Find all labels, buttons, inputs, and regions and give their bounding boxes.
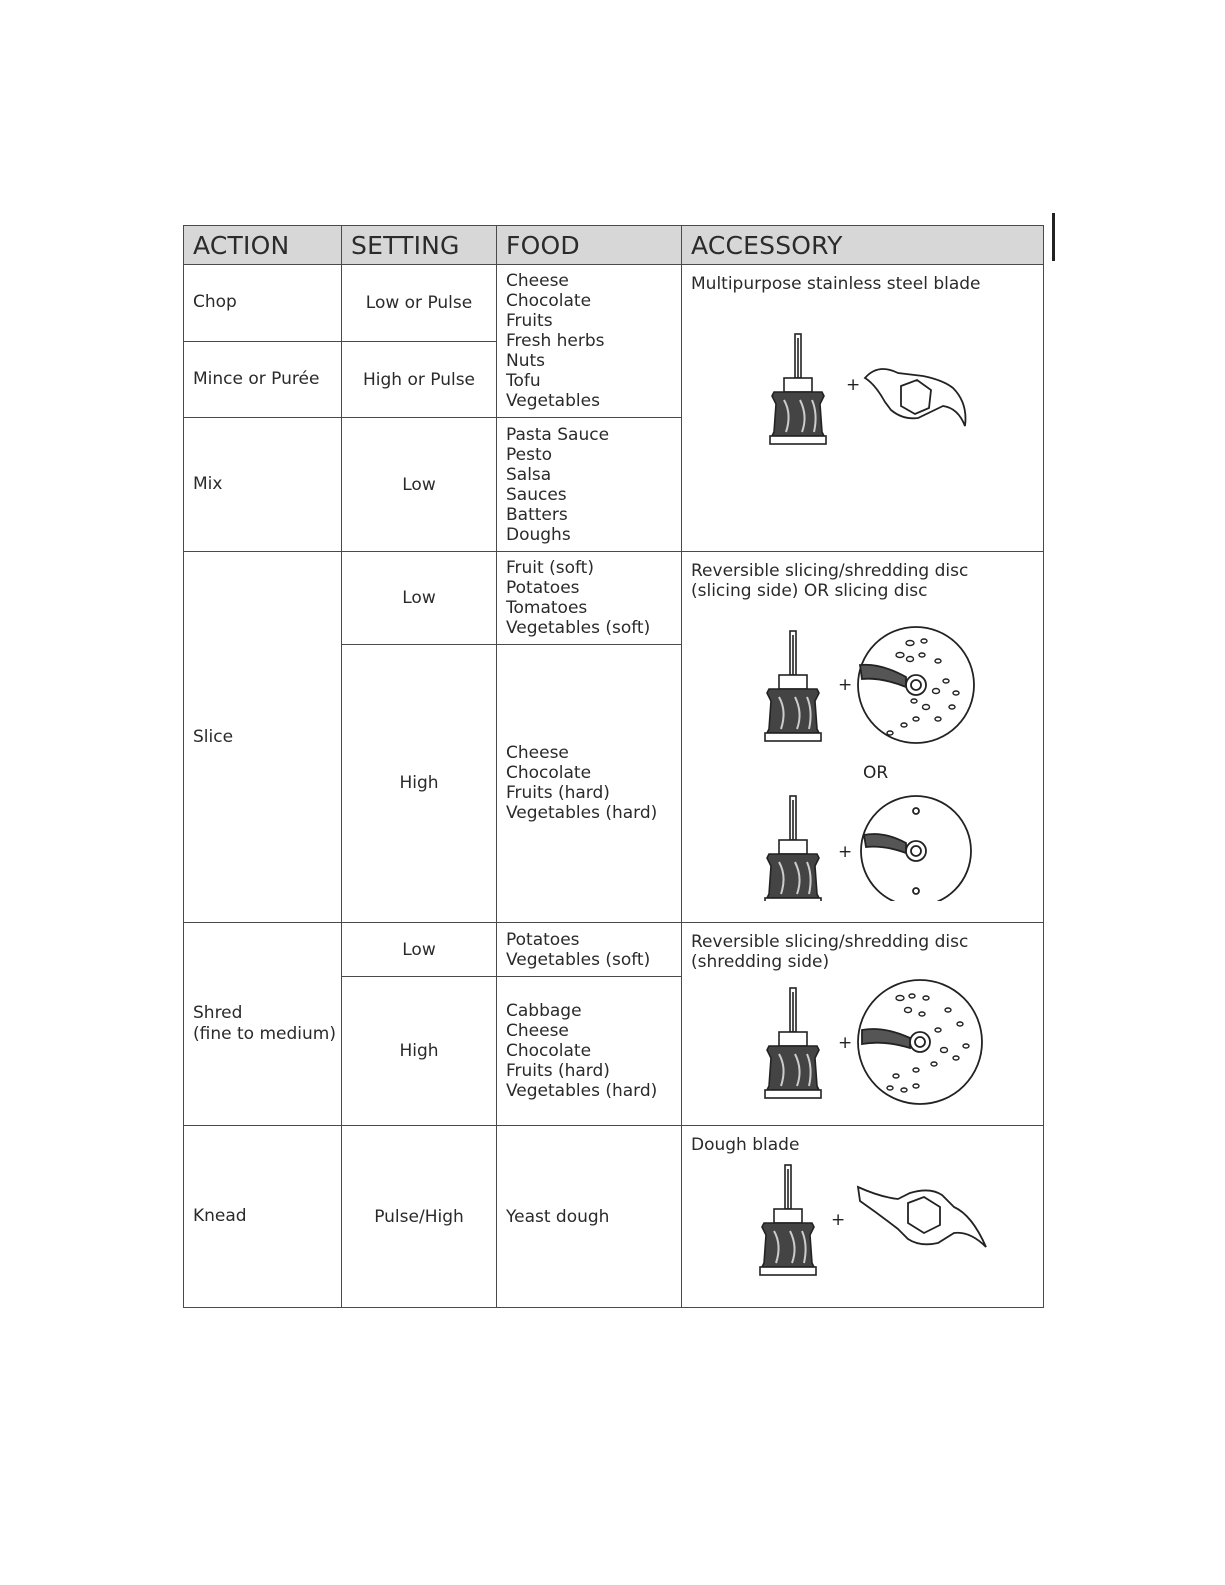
food-item: Chocolate <box>506 1040 592 1061</box>
header-accessory: ACCESSORY <box>682 226 1044 265</box>
action-mince: Mince or Purée <box>184 341 342 418</box>
setting-mix: Low <box>342 418 497 551</box>
accessory-label: Multipurpose stainless steel blade <box>691 274 981 294</box>
slicing-illustration <box>698 601 1028 901</box>
food-item: Pasta Sauce <box>506 424 610 445</box>
food-item: Cabbage <box>506 1000 582 1021</box>
slicing-disc-icon <box>861 796 971 901</box>
drive-adapter-icon <box>765 631 821 741</box>
action-shred <box>184 923 342 1126</box>
food-item: Fruits <box>506 311 553 332</box>
food-shred-high <box>497 976 682 1125</box>
food-item: Vegetables (hard) <box>506 1080 658 1101</box>
food-item: Fruit (soft) <box>506 557 594 578</box>
food-item: Cheese <box>506 1020 569 1041</box>
action-slice: Slice <box>184 551 342 923</box>
food-item: Cheese <box>506 743 569 764</box>
drive-adapter-icon <box>765 988 821 1098</box>
food-item: Potatoes <box>506 929 580 950</box>
food-item: Chocolate <box>506 291 592 312</box>
or-label: OR <box>862 762 888 783</box>
accessory-dough <box>682 1126 1044 1308</box>
accessory-label: Reversible slicing/shredding disc <box>691 932 969 953</box>
setting-shred-high: High <box>342 976 497 1125</box>
processing-guide-table <box>183 225 1044 1308</box>
header-row <box>184 226 1044 265</box>
food-item: Tofu <box>506 371 541 392</box>
plus-sign: + <box>837 841 852 862</box>
plus-sign: + <box>830 1210 845 1231</box>
table-row <box>184 923 1044 977</box>
food-knead: Yeast dough <box>497 1126 682 1308</box>
food-item: Salsa <box>506 464 552 485</box>
accessory-shredding <box>682 923 1044 1126</box>
accessory-label: (shredding side) <box>691 952 830 973</box>
table-row <box>184 551 1044 644</box>
food-item: Doughs <box>506 524 571 545</box>
action-knead: Knead <box>184 1126 342 1308</box>
drive-adapter-icon <box>765 796 821 901</box>
setting-shred-low: Low <box>342 923 497 977</box>
food-item: Nuts <box>506 351 546 372</box>
table-row <box>184 265 1044 342</box>
accessory-label: (slicing side) OR slicing disc <box>691 580 928 601</box>
food-chop-mince <box>497 265 682 418</box>
dough-blade-icon <box>858 1187 986 1247</box>
food-item: Fresh herbs <box>506 331 605 352</box>
food-item: Vegetables (soft) <box>506 949 651 970</box>
drive-adapter-icon <box>770 334 826 444</box>
food-list <box>506 271 681 411</box>
food-item: Pesto <box>506 444 553 465</box>
drive-adapter-icon <box>760 1165 816 1275</box>
header-action: ACTION <box>184 226 342 265</box>
food-list <box>506 1001 681 1101</box>
food-item: Fruits (hard) <box>506 1060 610 1081</box>
food-list <box>506 930 681 970</box>
action-shred-sublabel: (fine to medium) <box>193 1024 336 1045</box>
accessory-blade <box>682 265 1044 552</box>
multipurpose-blade-icon <box>865 369 966 426</box>
action-mix: Mix <box>184 418 342 551</box>
food-list <box>506 743 681 823</box>
blade-illustration <box>698 294 1028 474</box>
shredding-disc-icon <box>858 980 982 1104</box>
food-item: Chocolate <box>506 763 592 784</box>
food-item: Potatoes <box>506 577 580 598</box>
plus-sign: + <box>845 375 860 395</box>
food-item: Cheese <box>506 271 569 292</box>
action-chop: Chop <box>184 265 342 342</box>
setting-slice-high: High <box>342 644 497 923</box>
food-list <box>506 425 681 545</box>
margin-mark <box>1052 213 1055 261</box>
header-food: FOOD <box>497 226 682 265</box>
header-setting: SETTING <box>342 226 497 265</box>
food-item: Tomatoes <box>506 597 588 618</box>
food-list <box>506 558 681 638</box>
plus-sign: + <box>837 1033 852 1054</box>
food-item: Vegetables <box>506 391 600 412</box>
food-item: Sauces <box>506 484 567 505</box>
slicing-shredding-disc-icon <box>858 627 974 743</box>
food-slice-high <box>497 644 682 923</box>
food-slice-low <box>497 551 682 644</box>
plus-sign: + <box>837 674 852 695</box>
dough-illustration <box>698 1155 1028 1285</box>
food-item: Vegetables (hard) <box>506 803 658 824</box>
food-item: Vegetables (soft) <box>506 617 651 638</box>
setting-mince: High or Pulse <box>342 341 497 418</box>
table-row <box>184 1126 1044 1308</box>
setting-slice-low: Low <box>342 551 497 644</box>
food-item: Fruits (hard) <box>506 783 610 804</box>
setting-knead: Pulse/High <box>342 1126 497 1308</box>
shredding-illustration <box>698 972 1028 1112</box>
food-mix <box>497 418 682 551</box>
accessory-label: Dough blade <box>691 1135 800 1156</box>
accessory-label: Reversible slicing/shredding disc <box>691 560 969 581</box>
food-shred-low <box>497 923 682 977</box>
food-item: Batters <box>506 504 568 525</box>
action-shred-label: Shred <box>193 1003 243 1024</box>
accessory-slicing <box>682 551 1044 923</box>
setting-chop: Low or Pulse <box>342 265 497 342</box>
